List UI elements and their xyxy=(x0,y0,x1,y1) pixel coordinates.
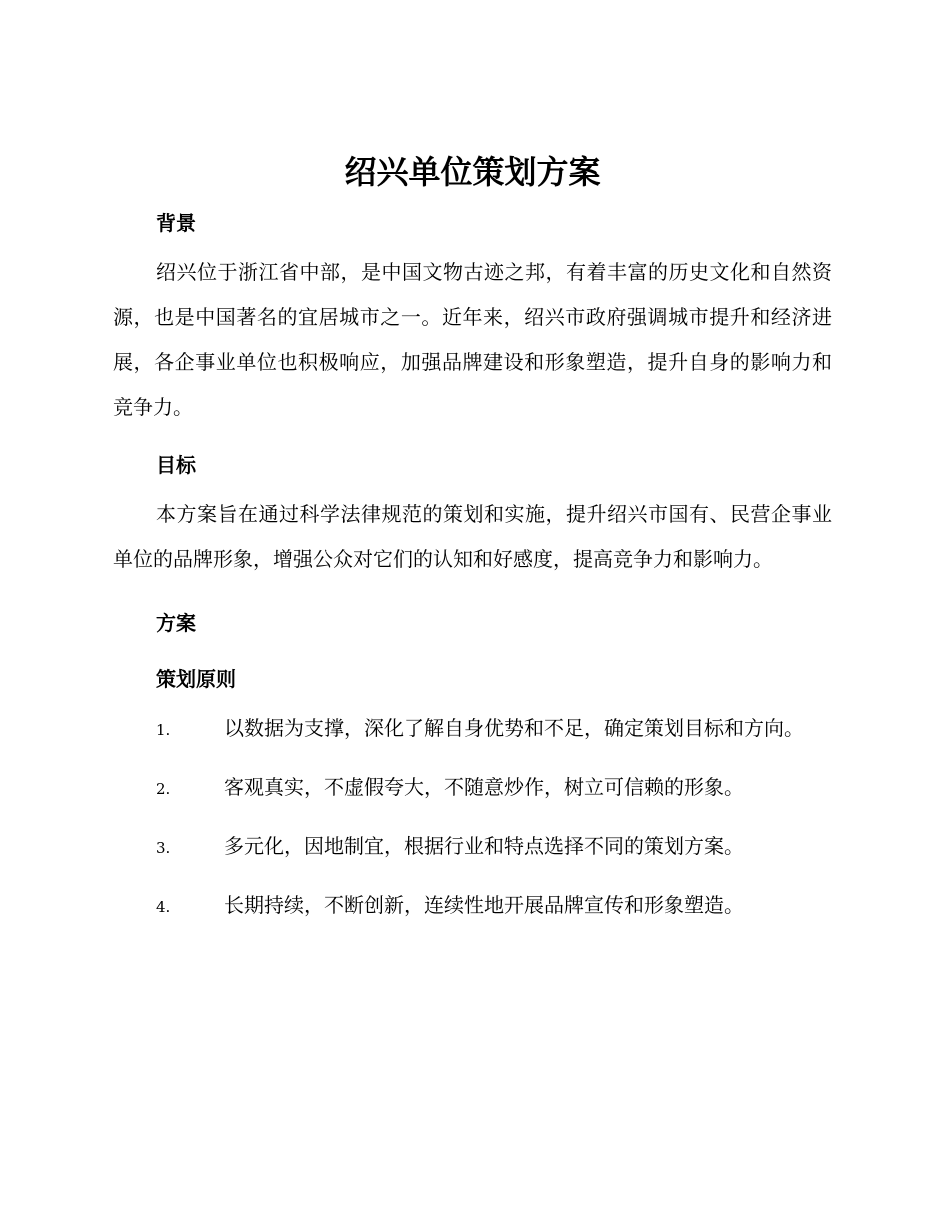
section-heading-goal: 目标 xyxy=(156,453,196,477)
list-item-text: 长期持续，不断创新，连续性地开展品牌宣传和形象塑造。 xyxy=(224,893,744,917)
list-item xyxy=(113,824,832,871)
section-heading-principles: 策划原则 xyxy=(156,667,236,691)
background-paragraph: 绍兴位于浙江省中部，是中国文物古迹之邦，有着丰富的历史文化和自然资源，也是中国著名的宜居城市之一。近年来，绍兴市政府强调城市提升和经济进展，各企事业单位也积极响应，加强品牌建设和形象塑造，提升自身的影响力和竞争力。 xyxy=(113,260,832,419)
document-title: 绍兴单位策划方案 xyxy=(344,153,601,191)
list-item-text: 多元化，因地制宜，根据行业和特点选择不同的策划方案。 xyxy=(224,834,744,858)
principles-list xyxy=(113,706,832,930)
goal-paragraph: 本方案旨在通过科学法律规范的策划和实施，提升绍兴市国有、民营企事业单位的品牌形象，增强公众对它们的认知和好感度，提高竞争力和影响力。 xyxy=(113,502,832,571)
list-item-number: 1. xyxy=(156,721,171,739)
list-item-number: 3. xyxy=(156,839,171,857)
list-item xyxy=(113,883,832,930)
section-heading-background: 背景 xyxy=(156,211,196,235)
list-item xyxy=(113,765,832,812)
list-item-number: 4. xyxy=(156,898,171,916)
list-item-text: 以数据为支撑，深化了解自身优势和不足，确定策划目标和方向。 xyxy=(224,716,804,740)
list-item-number: 2. xyxy=(156,780,171,798)
list-item xyxy=(113,706,832,753)
section-heading-plan: 方案 xyxy=(156,611,196,635)
list-item-text: 客观真实，不虚假夸大，不随意炒作，树立可信赖的形象。 xyxy=(224,775,744,799)
